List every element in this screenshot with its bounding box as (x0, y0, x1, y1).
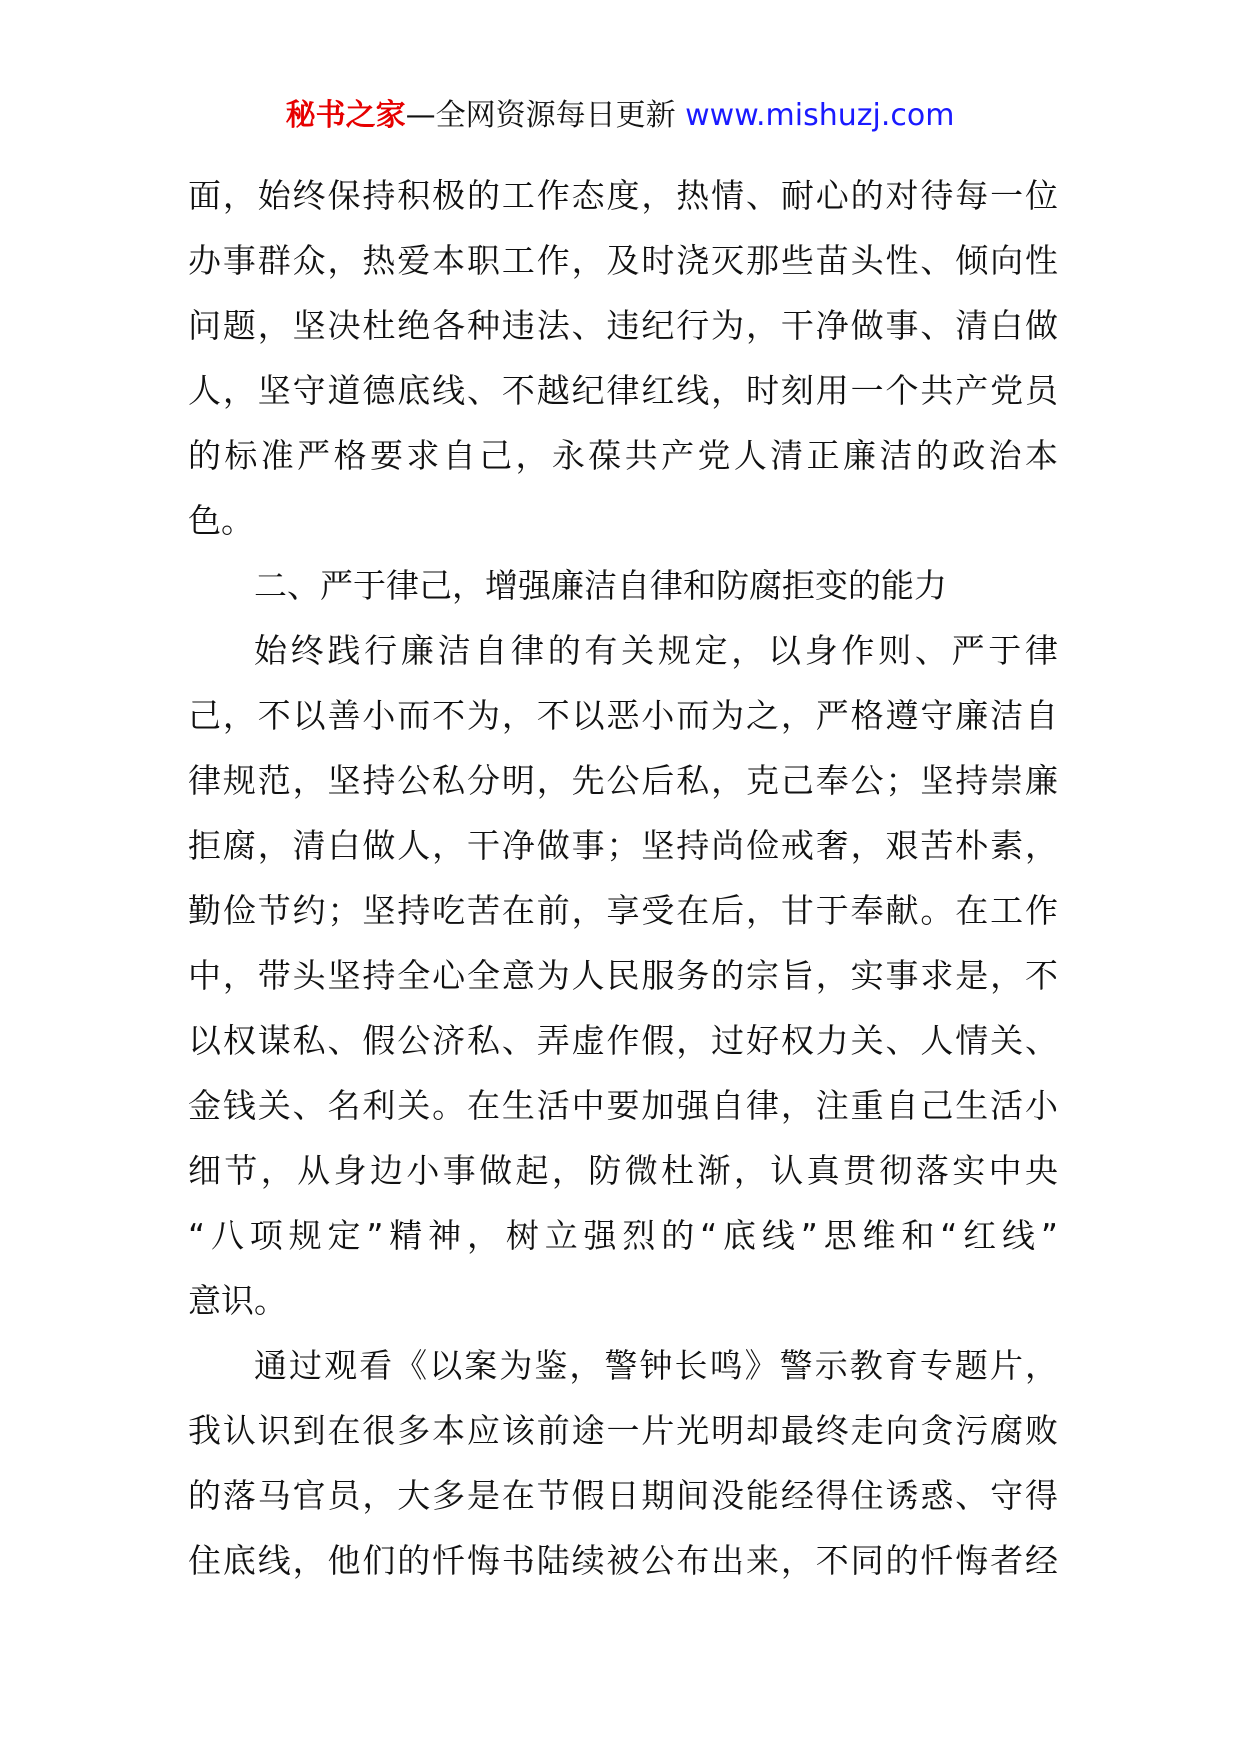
text-line: 问题，坚决杜绝各种违法、违纪行为，干净做事、清白做 (188, 306, 1058, 345)
section-heading: 二、严于律己，增强廉洁自律和防腐拒变的能力 (254, 566, 947, 605)
text-line: 勤俭节约；坚持吃苦在前，享受在后，甘于奉献。在工作 (188, 891, 1058, 930)
text-line: 中，带头坚持全心全意为人民服务的宗旨，实事求是，不 (188, 956, 1058, 995)
text-line: “八项规定”精神，树立强烈的“底线”思维和“红线” (188, 1216, 1058, 1255)
text-line: 己，不以善小而不为，不以恶小而为之，严格遵守廉洁自 (188, 696, 1058, 735)
text-line: 面，始终保持积极的工作态度，热情、耐心的对待每一位 (188, 176, 1058, 215)
text-line: 通过观看《以案为鉴，警钟长鸣》警示教育专题片， (254, 1346, 1058, 1385)
header-tagline: —全网资源每日更新 (405, 98, 676, 133)
text-line: 我认识到在很多本应该前途一片光明却最终走向贪污腐败 (188, 1411, 1058, 1450)
text-line: 的标准严格要求自己，永葆共产党人清正廉洁的政治本 (188, 436, 1058, 475)
text-line: 细节，从身边小事做起，防微杜渐，认真贯彻落实中央 (188, 1151, 1058, 1190)
text-line: 色。 (188, 501, 254, 540)
text-line: 人，坚守道德底线、不越纪律红线，时刻用一个共产党员 (188, 371, 1058, 410)
text-line: 金钱关、名利关。在生活中要加强自律，注重自己生活小 (188, 1086, 1058, 1125)
text-line: 以权谋私、假公济私、弄虚作假，过好权力关、人情关、 (188, 1021, 1058, 1060)
document-body (188, 163, 1058, 1593)
site-url-link[interactable]: www.mishuzj.com (685, 98, 955, 133)
brand-name: 秘书之家 (285, 98, 406, 133)
text-line: 意识。 (188, 1281, 287, 1320)
text-line: 住底线，他们的忏悔书陆续被公布出来，不同的忏悔者经 (188, 1541, 1058, 1580)
text-line: 拒腐，清白做人，干净做事；坚持尚俭戒奢，艰苦朴素， (188, 826, 1058, 865)
page-header (0, 96, 1240, 136)
text-line: 办事群众，热爱本职工作，及时浇灭那些苗头性、倾向性 (188, 241, 1058, 280)
text-line: 律规范，坚持公私分明，先公后私，克己奉公；坚持崇廉 (188, 761, 1058, 800)
text-line: 的落马官员，大多是在节假日期间没能经得住诱惑、守得 (188, 1476, 1058, 1515)
text-line: 始终践行廉洁自律的有关规定，以身作则、严于律 (254, 631, 1058, 670)
